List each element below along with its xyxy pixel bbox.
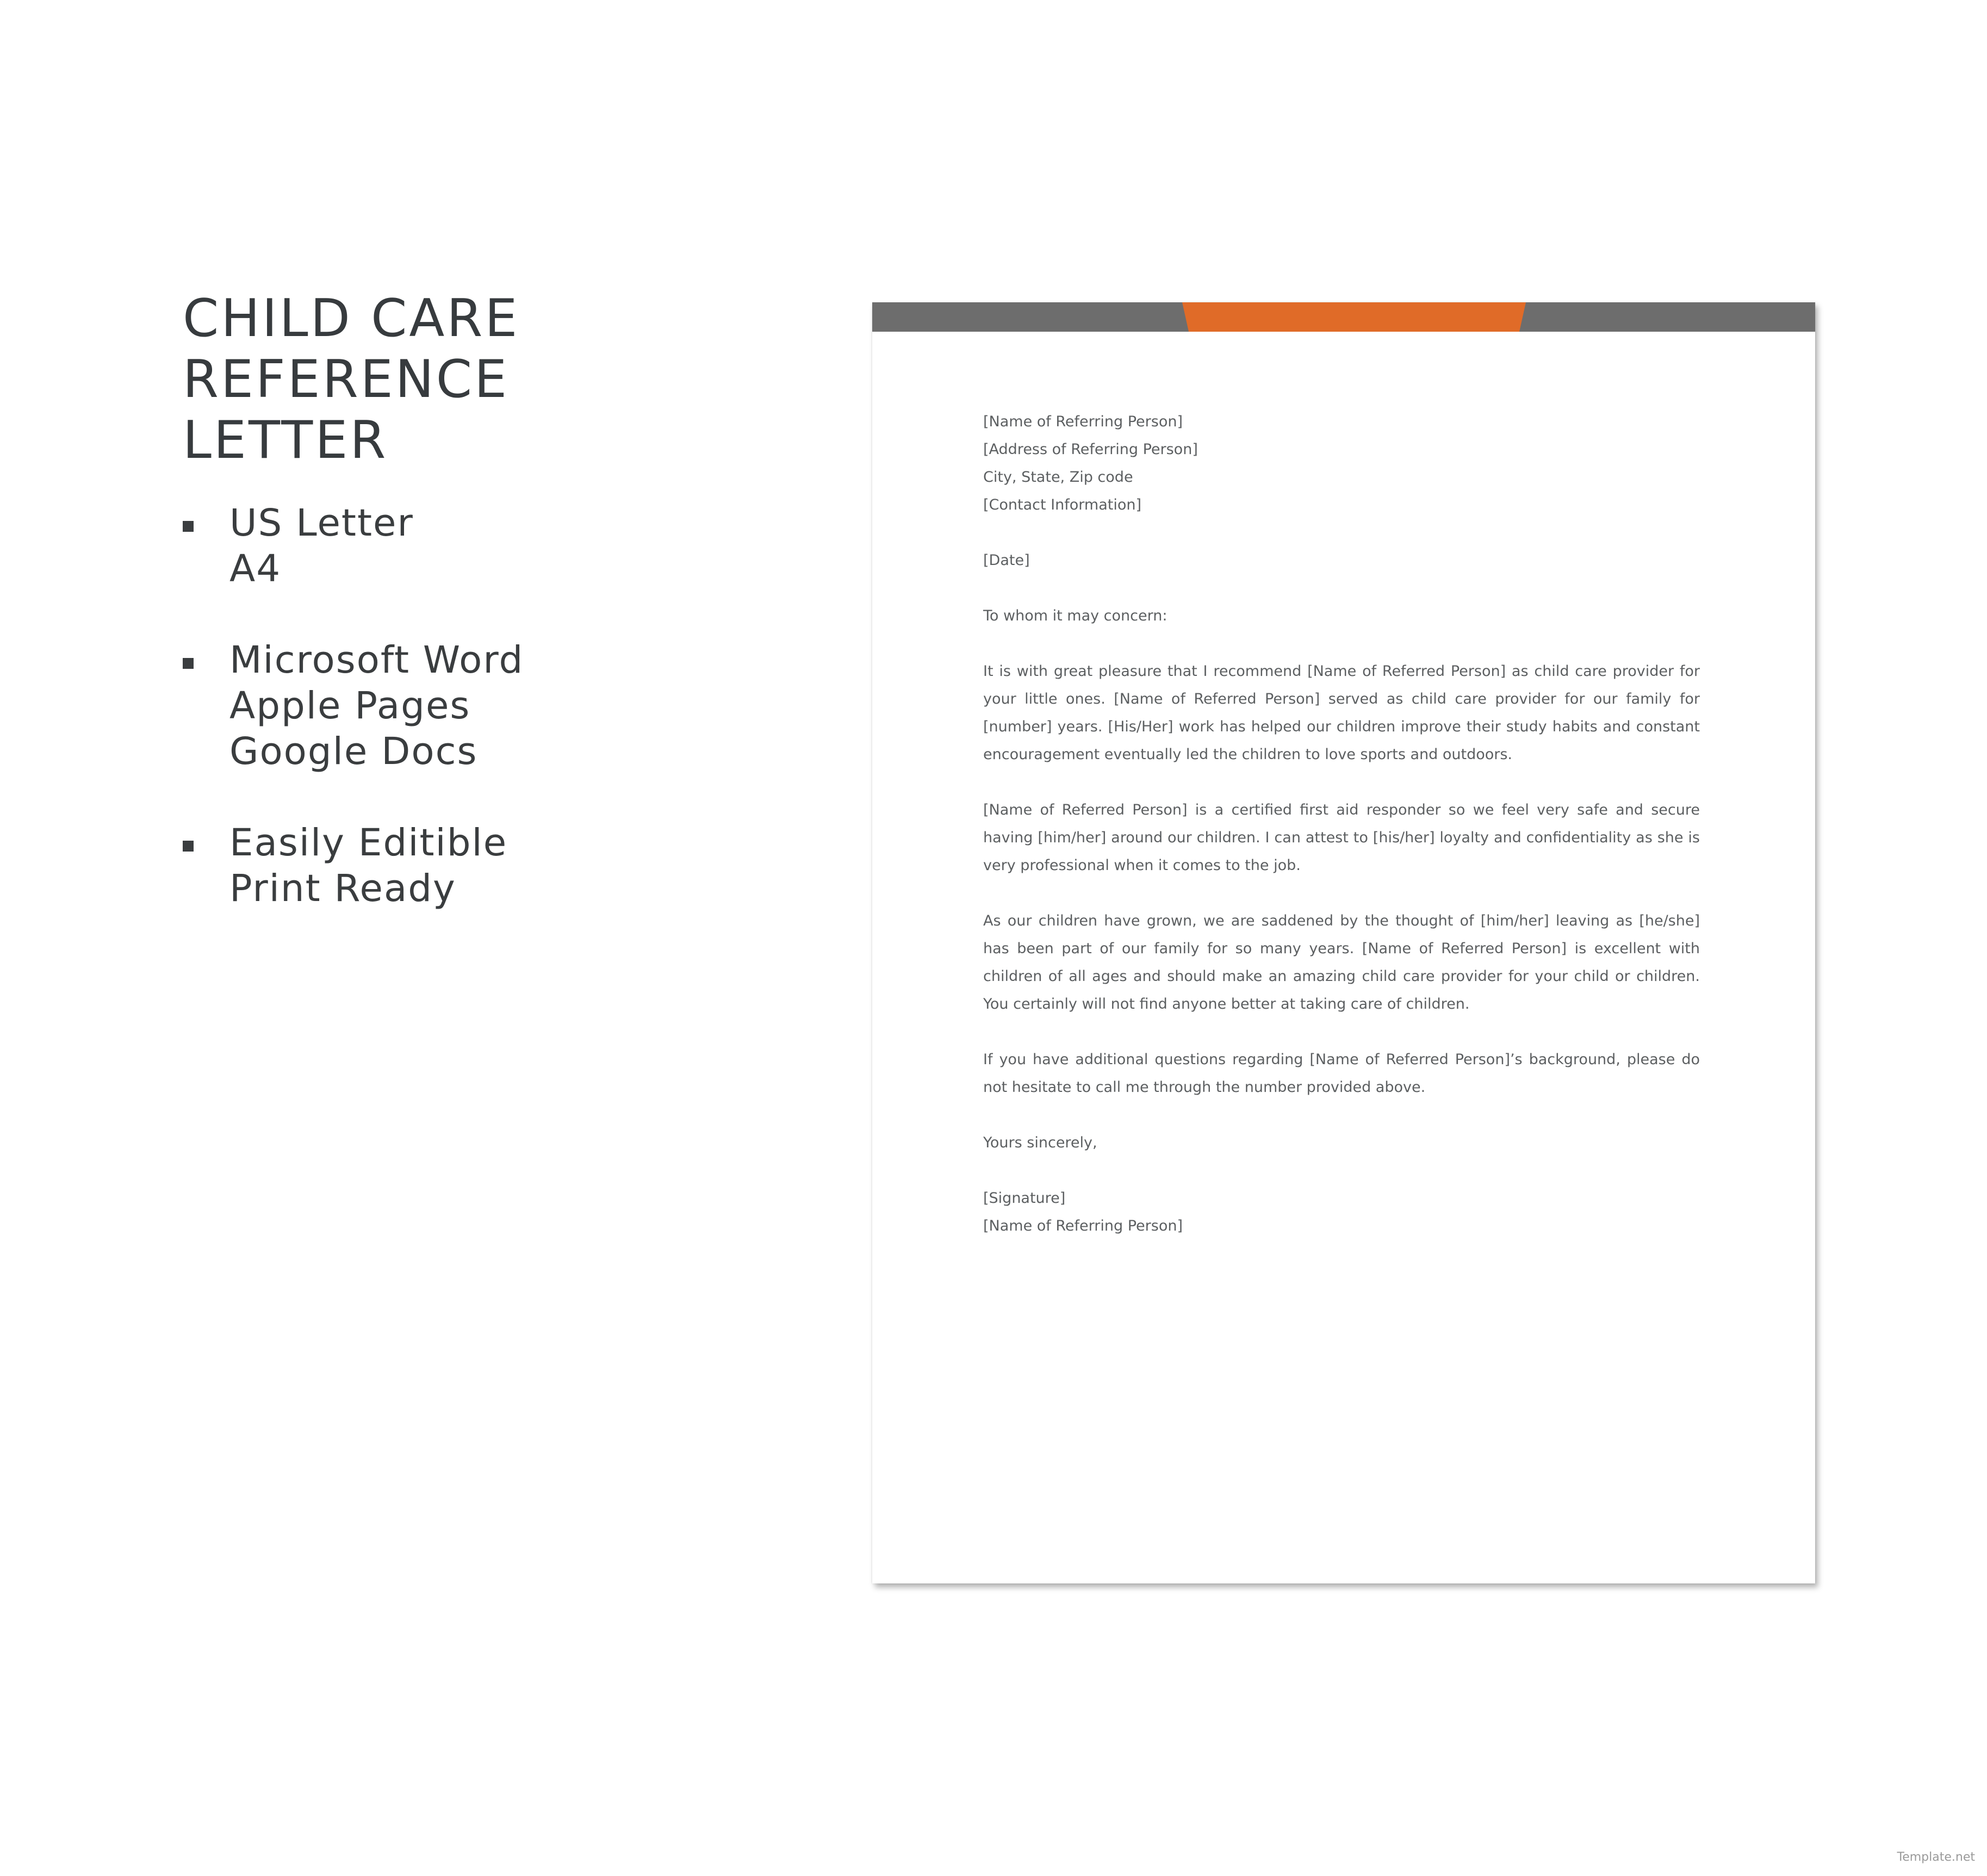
letter-body [983,408,1700,1268]
letter-paragraph: As our children have grown, we are saddened by the thought of [him/her] leaving as [he/she] has been part of our family for so many years. [Name of Referred Person] is excellent with children of all ages and should make an amazing child care provider for your child or children. You certainly will not find anyone better at taking care of children. [983,912,1700,1012]
feature-line: Print Ready [229,867,456,910]
sender-city-state-zip: City, State, Zip code [983,469,1133,486]
product-title-line-1: CHILD CARE REFERENCE [183,289,520,409]
feature-paper-sizes [183,500,781,592]
feature-line: Google Docs [229,730,478,773]
header-orange-accent [1182,302,1526,332]
sender-name: [Name of Referring Person] [983,413,1183,430]
square-bullet-icon [183,841,194,852]
date-text: [Date] [983,552,1030,569]
feature-line: Easily Editible [229,821,508,865]
product-title [183,288,835,471]
feature-line: Apple Pages [229,684,471,728]
letter-paragraph: If you have additional questions regarding [Name of Referred Person]’s background, please do not hesitate to call me through the number provided above. [983,1051,1700,1096]
closing-text: Yours sincerely, [983,1134,1097,1151]
sender-address-block [983,408,1700,519]
signature-block [983,1184,1700,1240]
letter-closing [983,1129,1700,1157]
letter-paragraph: [Name of Referred Person] is a certified first aid responder so we feel very safe and secure having [him/her] around our children. I can attest to [his/her] loyalty and confidentiality as she is very professional when it comes to the job. [983,802,1700,874]
site-watermark: Template.net [1897,1850,1975,1864]
salutation-text: To whom it may concern: [983,607,1168,624]
page-header-band [872,302,1815,332]
signer-name: [Name of Referring Person] [983,1217,1183,1234]
signature-placeholder: [Signature] [983,1190,1066,1207]
feature-list [183,500,781,957]
square-bullet-icon [183,658,194,669]
header-band-graphic [872,302,1815,332]
letter-preview-page [872,302,1815,1583]
feature-file-formats [183,637,781,774]
feature-line: Microsoft Word [229,638,524,682]
feature-line: US Letter [229,501,414,545]
sender-address: [Address of Referring Person] [983,441,1198,458]
letter-salutation [983,602,1700,630]
feature-editing [183,820,781,911]
letter-paragraph: It is with great pleasure that I recommend [Name of Referred Person] as child care provider for your little ones. [Name of Referred Person] served as child care provider for our family for [number] years. [His/Her] work has helped our children improve their study habits and constant encouragement eventually led the children to love sports and outdoors. [983,663,1700,763]
sender-contact: [Contact Information] [983,496,1141,513]
feature-line: A4 [229,547,282,591]
square-bullet-icon [183,521,194,532]
letter-date [983,546,1700,574]
product-title-line-2: LETTER [183,411,388,470]
